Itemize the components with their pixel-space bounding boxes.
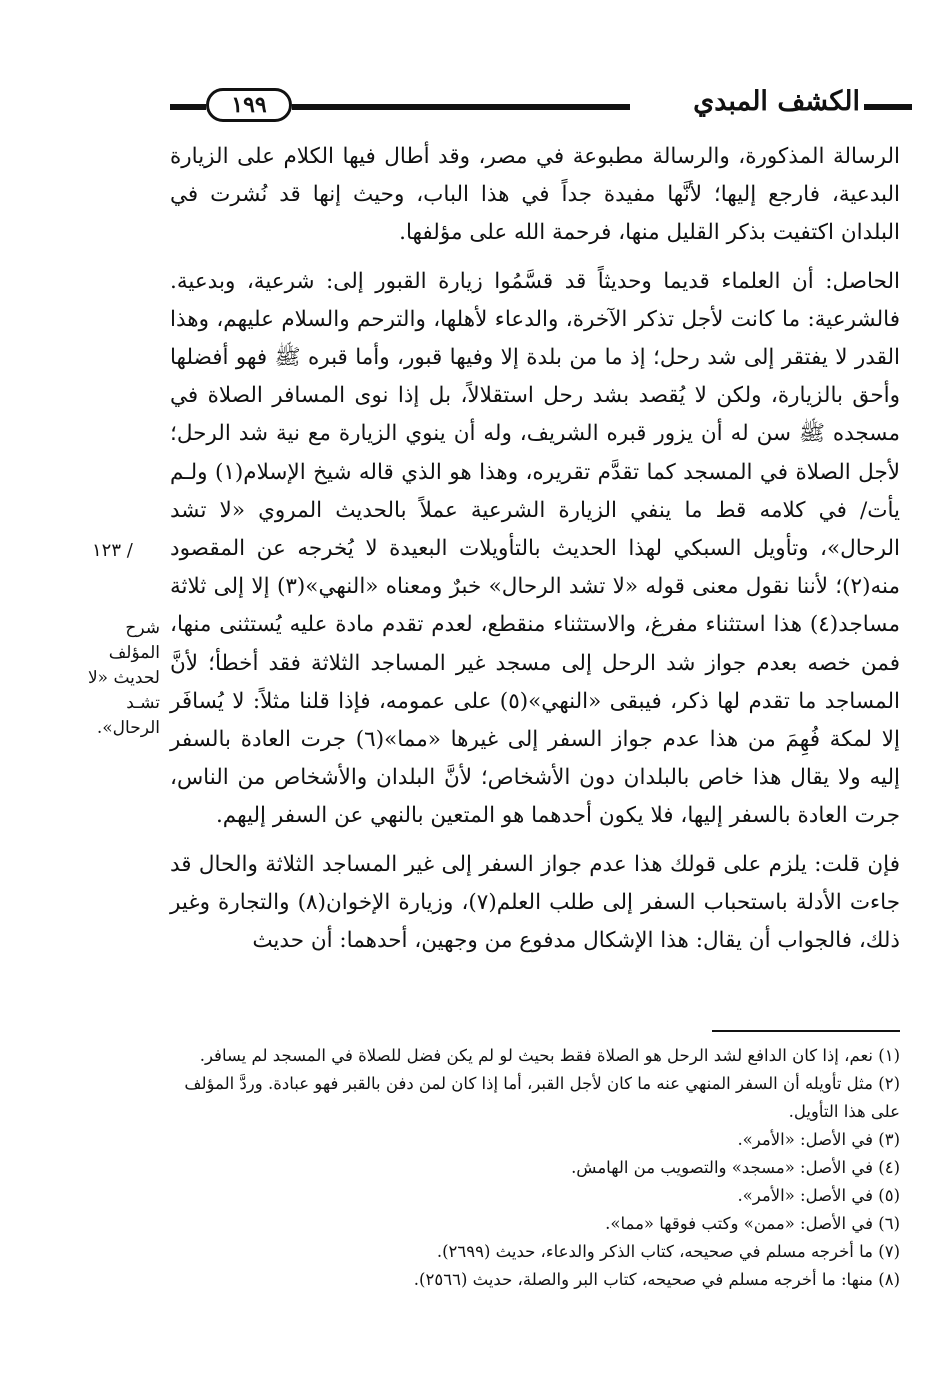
footnote: (٧) ما أخرجه مسلم في صحيحه، كتاب الذكر والدعاء، حديث (٢٦٩٩).: [436, 1242, 900, 1261]
footnote: (٦) في الأصل: «ممن» وكتب فوقها «مما».: [605, 1214, 900, 1233]
margin-note: شرح المؤلف لحديث «لا تشـد الرحال».: [87, 618, 160, 738]
header-rule-right: [864, 104, 912, 110]
footnote: (١) نعم، إذا كان الدافع لشد الرحل هو الصلاة فقط بحيث لو لم يكن فضل للصلاة في المسجد لم يسافر.: [199, 1046, 900, 1065]
main-text: [170, 138, 900, 960]
paragraph: الحاصل: أن العلماء قديما وحديثاً قد قسَّمُوا زيارة القبور إلى: شرعية، وبدعية. فالشرعية: ما كانت لأجل تذكر الآخرة، والدعاء لأهلها، والترحم والسلام عليهم، وهذا القدر لا يفتقر إلى شد رحل؛ إذ ما من بلدة إلا وفيها قبور، وأما قبره ﷺ فهو أفضلها وأحق بالزيارة، ولكن لا يُقصد بشد رحل استقلالاً، بل إذا نوى المسافر الصلاة في مسجده ﷺ سن له أن يزور قبره الشريف، وله أن ينوي الزيارة مع نية شد الرحل؛ لأجل الصلاة في المسجد كما تقدَّم تقريره، وهذا هو الذي قاله شيخ الإسلام(١) ولـم يأت/ في كلامه قط ما ينفي الزيارة الشرعية عملاً بالحديث المروي «لا تشد الرحال»، وتأويل السبكي لهذا الحديث بالتأويلات البعيدة لا يُخرجه عن المقصود منه(٢)؛ لأننا نقول معنى قوله «لا تشد الرحال» خبرٌ ومعناه «النهي»(٣) إلا إلى ثلاثة مساجد(٤) هذا استثناء مفرغ، والاستثناء منقطع، لعدم تقدم مادة عليه يُستثنى منها، فمن خصه بعدم جواز شد الرحل إلى مسجد غير المساجد الثلاثة فقد أخطأ؛ لأنَّ المساجد ما تقدم لها ذكر، فيبقى «النهي»(٥) على عمومه، فإذا قلنا مثلاً: لا يُسافَر إلا لمكة فُهِمَ من هذا عدم جواز السفر إلى غيرها «مما»(٦) جرت العادة بالسفر إليه ولا يقال هذا خاص بالبلدان دون الأشخاص؛ لأنَّ البلدان والأشخاص من الناس، جرت العادة بالسفر إليها، فلا يكون أحدهما هو المتعين بالنهي عن السفر إليهم.: [170, 268, 900, 829]
header-rule-left: [170, 104, 206, 110]
footnote: (٣) في الأصل: «الأمر».: [737, 1130, 900, 1149]
footnote: (٤) في الأصل: «مسجد» والتصويب من الهامش.: [571, 1158, 900, 1177]
paragraph: الرسالة المذكورة، والرسالة مطبوعة في مصر، وقد أطال فيها الكلام على الزيارة البدعية، فارجع إليها؛ لأنَّها مفيدة جداً في هذا الباب، وحيث إنها قد نُشرت في البلدان اكتفيت بذكر القليل منها، فرحمة الله على مؤلفها.: [170, 144, 900, 246]
paragraph: فإن قلت: يلزم على قولك هذا عدم جواز السفر إلى غير المساجد الثلاثة والحال قد جاءت الأدلة باستحباب السفر إلى طلب العلم(٧)، وزيارة الإخوان(٨) والتجارة وغير ذلك، فالجواب أن يقال: هذا الإشكال مدفوع من وجهين، أحدهما: أن حديث: [170, 851, 901, 954]
footnote-separator: [712, 1030, 900, 1032]
footnote: (٥) في الأصل: «الأمر».: [737, 1186, 900, 1205]
header-rule-middle: [292, 104, 630, 110]
footnotes: [170, 1042, 900, 1294]
page-number: ١٩٩: [206, 88, 292, 122]
running-header-title: الكشف المبدي: [693, 86, 860, 117]
footnote: (٨) منها: ما أخرجه مسلم في صحيحه، كتاب البر والصلة، حديث (٢٥٦٦).: [413, 1270, 900, 1289]
margin-page-reference: / ١٢٣: [92, 540, 133, 561]
footnote: (٢) مثل تأويله أن السفر المنهي عنه ما كان لأجل القبر، أما إذا كان لمن دفن بالقبر فهو عبادة. وردَّ المؤلف على هذا التأويل.: [184, 1074, 900, 1121]
